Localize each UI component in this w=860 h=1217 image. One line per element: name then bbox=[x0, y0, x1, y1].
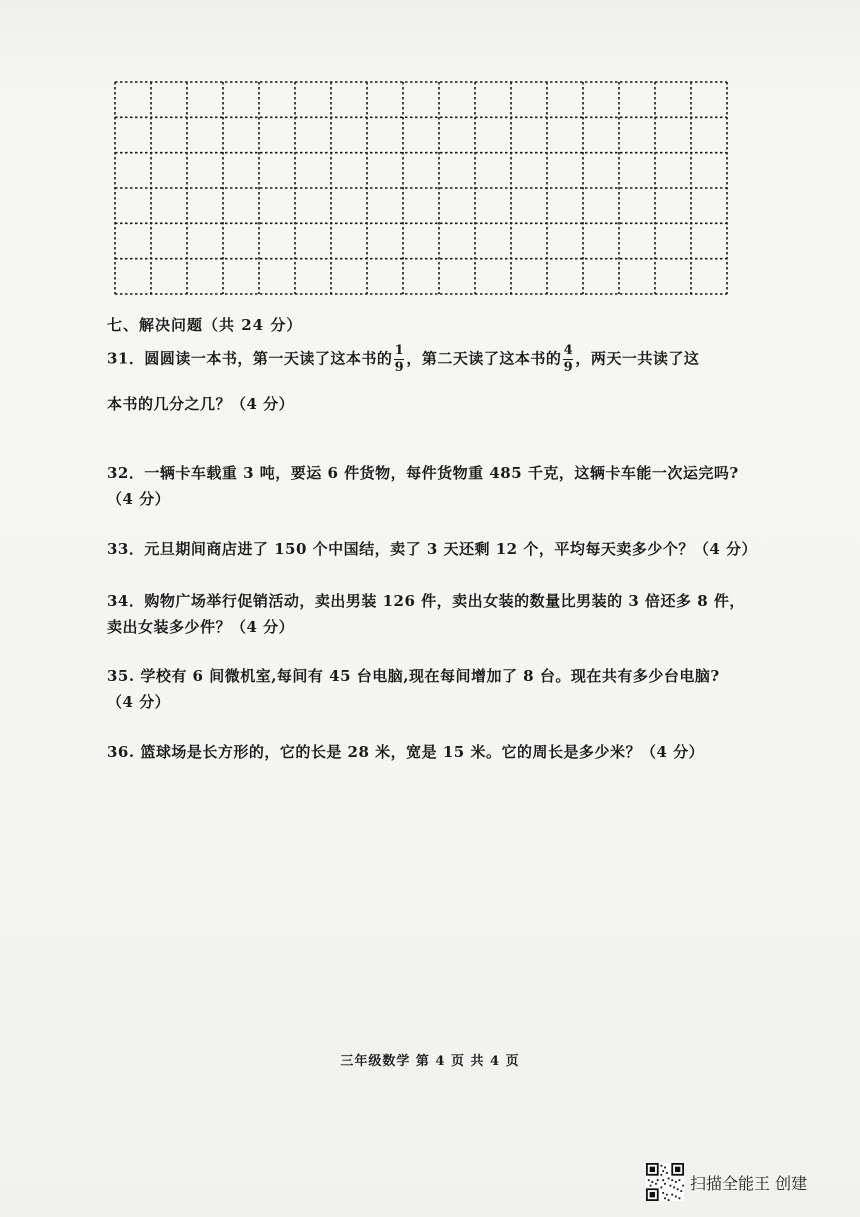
fraction-2-denominator: 9 bbox=[563, 360, 574, 375]
question-34-line-1: 34．购物广场举行促销活动，卖出男装 126 件，卖出女装的数量比男装的 3 倍还多 8 件， bbox=[107, 592, 745, 610]
question-35-line-1: 35. 学校有 6 间微机室,每间有 45 台电脑,现在每间增加了 8 台。现在共有多少台电脑? bbox=[107, 667, 720, 685]
scanner-watermark bbox=[646, 1162, 807, 1202]
question-35 bbox=[107, 663, 757, 715]
question-34-line-2: 卖出女装多少件？（4 分） bbox=[107, 618, 295, 636]
question-33-line-1: 33．元旦期间商店进了 150 个中国结，卖了 3 天还剩 12 个，平均每天卖多少个？（4 分） bbox=[107, 540, 757, 558]
question-32 bbox=[107, 460, 757, 512]
scanner-watermark-text: 扫描全能王 创建 bbox=[690, 1173, 808, 1193]
qr-code-icon bbox=[646, 1163, 684, 1201]
question-31 bbox=[107, 344, 757, 417]
question-33 bbox=[107, 536, 757, 562]
page-footer: 三年级数学 第 4 页 共 4 页 bbox=[340, 1054, 520, 1069]
question-31-text-b: ，第二天读了这本书的 bbox=[406, 349, 562, 368]
question-31-text-c: ，两天一共读了这 bbox=[575, 349, 700, 368]
section-title: 七、解决问题（共 24 分） bbox=[107, 316, 303, 334]
dotted-grid-area bbox=[113, 80, 729, 296]
dotted-grid bbox=[113, 80, 729, 296]
question-36-line-1: 36. 篮球场是长方形的，它的长是 28 米，宽是 15 米。它的周长是多少米？（4 分） bbox=[107, 743, 705, 761]
question-34 bbox=[107, 588, 757, 640]
question-32-line-1: 32．一辆卡车载重 3 吨，要运 6 件货物，每件货物重 485 千克，这辆卡车能一次运完吗? bbox=[107, 464, 739, 482]
question-35-line-2: （4 分） bbox=[107, 693, 171, 711]
question-32-line-2: （4 分） bbox=[107, 490, 171, 508]
fraction-1-numerator: 1 bbox=[394, 343, 405, 358]
question-31-line-1 bbox=[107, 344, 757, 375]
fraction-one-ninth bbox=[394, 344, 404, 375]
question-31-line-2: 本书的几分之几？（4 分） bbox=[107, 395, 295, 413]
fraction-1-denominator: 9 bbox=[394, 360, 405, 375]
fraction-four-ninths bbox=[563, 344, 573, 375]
fraction-2-numerator: 4 bbox=[563, 343, 574, 358]
question-31-text-a: 31．圆圆读一本书，第一天读了这本书的 bbox=[107, 349, 393, 368]
question-36 bbox=[107, 739, 757, 765]
